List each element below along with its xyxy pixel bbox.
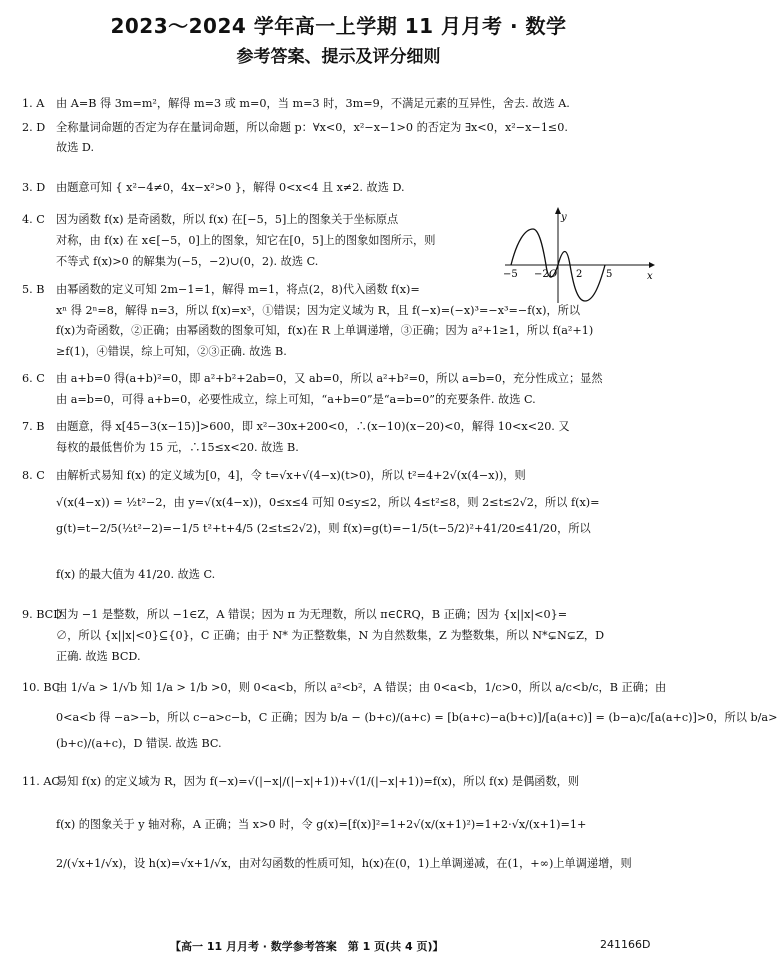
answer-text: xⁿ 得 2ⁿ=8，解得 n=3，所以 f(x)=x³，①错误；因为定义域为 R，且 f(−x)=(−x)³=−x³=−f(x)，所以 <box>56 304 581 317</box>
answer-text: 每枚的最低售价为 15 元，∴15≤x<20. 故选 B. <box>56 441 299 454</box>
footer-code: 241166D <box>600 938 651 951</box>
graph-origin-label: O <box>549 269 558 280</box>
answer-text: 由题意可知 { x²−4≠0，4x−x²>0 }，解得 0<x<4 且 x≠2. 故选 D. <box>56 181 405 194</box>
question-number: 1. A <box>22 97 45 110</box>
question-number: 3. D <box>22 181 46 194</box>
answer-text: 易知 f(x) 的定义域为 R，因为 f(−x)=√(|−x|/(|−x|+1))+√(1/(|−x|+1))=f(x)，所以 f(x) 是偶函数，则 <box>56 775 580 788</box>
answer-line-start <box>22 97 652 111</box>
graph-tick-5: 5 <box>606 269 613 280</box>
question-number: 5. B <box>22 283 45 296</box>
answer-text: 由 a=b=0，可得 a+b=0，必要性成立，综上可知，“a+b=0”是“a=b=0”的充要条件. 故选 C. <box>56 393 536 406</box>
answer-text: 0<a<b 得 −a>−b，所以 c−a>c−b，C 正确；因为 b/a − (b+c)/(a+c) = [b(a+c)−a(b+c)]/[a(a+c)] = (b−a)c/[a(a+c)]>0，所以 b/a> <box>56 711 777 724</box>
graph-x-label: x <box>647 271 653 282</box>
answer-text: 由题意，得 x[45−3(x−15)]>600，即 x²−30x+200<0，∴(x−10)(x−20)<0，解得 10<x<20. 又 <box>56 420 570 433</box>
answer-line-start <box>22 420 652 434</box>
answer-text: (b+c)/(a+c)，D 错误. 故选 BC. <box>56 737 222 750</box>
answer-text: 由 a+b=0 得(a+b)²=0，即 a²+b²+2ab=0，又 ab=0，所以 a²+b²=0，所以 a=b=0，充分性成立；显然 <box>56 372 603 385</box>
answer-line-continuation <box>22 818 686 832</box>
answer-text: ≥f(1)，④错误，综上可知，②③正确. 故选 B. <box>56 345 287 358</box>
answer-text: 因为函数 f(x) 是奇函数，所以 f(x) 在[−5，5]上的图象关于坐标原点 <box>56 213 399 226</box>
answer-text: 全称量词命题的否定为存在量词命题，所以命题 p：∀x<0，x²−x−1>0 的否定为 ∃x<0，x²−x−1≤0. <box>56 121 568 134</box>
document-subtitle: 参考答案、提示及评分细则 <box>236 47 441 67</box>
answer-line-continuation <box>22 393 686 407</box>
answer-text: 正确. 故选 BCD. <box>56 650 141 663</box>
answer-text: 由 A=B 得 3m=m²，解得 m=3 或 m=0，当 m=3 时，3m=9，不满足元素的互异性，舍去. 故选 A. <box>56 97 570 110</box>
question-number: 4. C <box>22 213 45 226</box>
question-number: 7. B <box>22 420 45 433</box>
answer-line-continuation <box>22 737 686 751</box>
answer-text: 由解析式易知 f(x) 的定义域为[0，4]，令 t=√x+√(4−x)(t>0)，所以 t²=4+2√(x(4−x))，则 <box>56 469 526 482</box>
graph-tick-2: 2 <box>576 269 583 280</box>
answer-text: 由 1/√a > 1/√b 知 1/a > 1/b >0，则 0<a<b，所以 a²<b²，A 错误；由 0<a<b，1/c>0，所以 a/c<b/c，B 正确；由 <box>56 681 667 694</box>
answer-line-start <box>22 372 652 386</box>
answer-line-continuation <box>22 234 531 248</box>
question-number: 8. C <box>22 469 45 482</box>
answer-text: 因为 −1 是整数，所以 −1∈Z，A 错误；因为 π 为无理数，所以 π∈∁RQ，B 正确；因为 {x||x|<0}= <box>56 608 568 621</box>
question-number: 2. D <box>22 121 46 134</box>
answer-line-continuation <box>22 568 686 582</box>
answer-line-continuation <box>22 255 531 269</box>
answer-text: 故选 D. <box>56 141 95 154</box>
answer-text: 不等式 f(x)>0 的解集为(−5，−2)∪(0，2). 故选 C. <box>56 255 319 268</box>
document-title: 2023～2024 学年高一上学期 11 月月考 · 数学 <box>110 14 567 38</box>
graph-x-arrow <box>649 262 655 268</box>
graph-tick-neg2: −2 <box>534 269 549 280</box>
answer-line-continuation <box>22 345 686 359</box>
footer-page-info: 【高一 11 月月考 · 数学参考答案 第 1 页(共 4 页)】 <box>170 940 444 953</box>
answer-text: √(x(4−x)) = ½t²−2，由 y=√(x(4−x))，0≤x≤4 可知 0≤y≤2，所以 4≤t²≤8，则 2≤t≤2√2，所以 f(x)= <box>56 496 600 509</box>
answer-text: 由幂函数的定义可知 2m−1=1，解得 m=1，将点(2，8)代入函数 f(x)= <box>56 283 420 296</box>
question-number: 11. AC <box>22 775 60 788</box>
answer-line-start <box>22 681 667 695</box>
graph-tick-neg5: −5 <box>503 269 518 280</box>
graph-y-label: y <box>561 212 567 223</box>
answer-line-continuation <box>22 324 686 338</box>
answer-text: f(x)为奇函数，②正确；由幂函数的图象可知，f(x)在 R 上单调递增，③正确；因为 a²+1≥1，所以 f(a²+1) <box>56 324 594 337</box>
answer-text: g(t)=t−2/5(½t²−2)=−1/5 t²+t+4/5 (2≤t≤2√2)，则 f(x)=g(t)=−1/5(t−5/2)²+41/20≤41/20，所以 <box>56 522 591 535</box>
odd-function-graph <box>503 207 655 307</box>
answer-text: f(x) 的最大值为 41/20. 故选 C. <box>56 568 216 581</box>
answer-line-start <box>22 213 497 227</box>
answer-line-continuation <box>22 711 777 725</box>
question-number: 10. BC <box>22 681 61 694</box>
answer-text: f(x) 的图象关于 y 轴对称，A 正确；当 x>0 时，令 g(x)=[f(x)]²=1+2√(x/(x+1)²)=1+2·√x/(x+1)=1+ <box>56 818 587 831</box>
answer-line-start <box>22 181 652 195</box>
answer-line-continuation <box>22 141 686 155</box>
answer-line-continuation <box>22 629 686 643</box>
answer-line-start <box>22 121 652 135</box>
question-number: 9. BCD <box>22 608 63 621</box>
question-number: 6. C <box>22 372 45 385</box>
answer-line-continuation <box>22 857 686 871</box>
answer-line-continuation <box>22 496 686 510</box>
answer-text: 2/(√x+1/√x)，设 h(x)=√x+1/√x，由对勾函数的性质可知，h(x)在(0，1)上单调递减，在(1，+∞)上单调递增，则 <box>56 857 632 870</box>
answer-line-start <box>22 469 652 483</box>
answer-text: ∅，所以 {x||x|<0}⊆{0}，C 正确；由于 N* 为正整数集，N 为自然数集，Z 为整数集，所以 N*⊊N⊊Z，D <box>56 629 605 642</box>
answer-line-start <box>22 775 652 789</box>
answer-line-continuation <box>22 650 686 664</box>
answer-text: 对称，由 f(x) 在 x∈[−5，0]上的图象，知它在[0，5]上的图象如图所示，则 <box>56 234 436 247</box>
answer-line-start <box>22 608 652 622</box>
answer-line-continuation <box>22 441 686 455</box>
answer-line-continuation <box>22 522 686 536</box>
